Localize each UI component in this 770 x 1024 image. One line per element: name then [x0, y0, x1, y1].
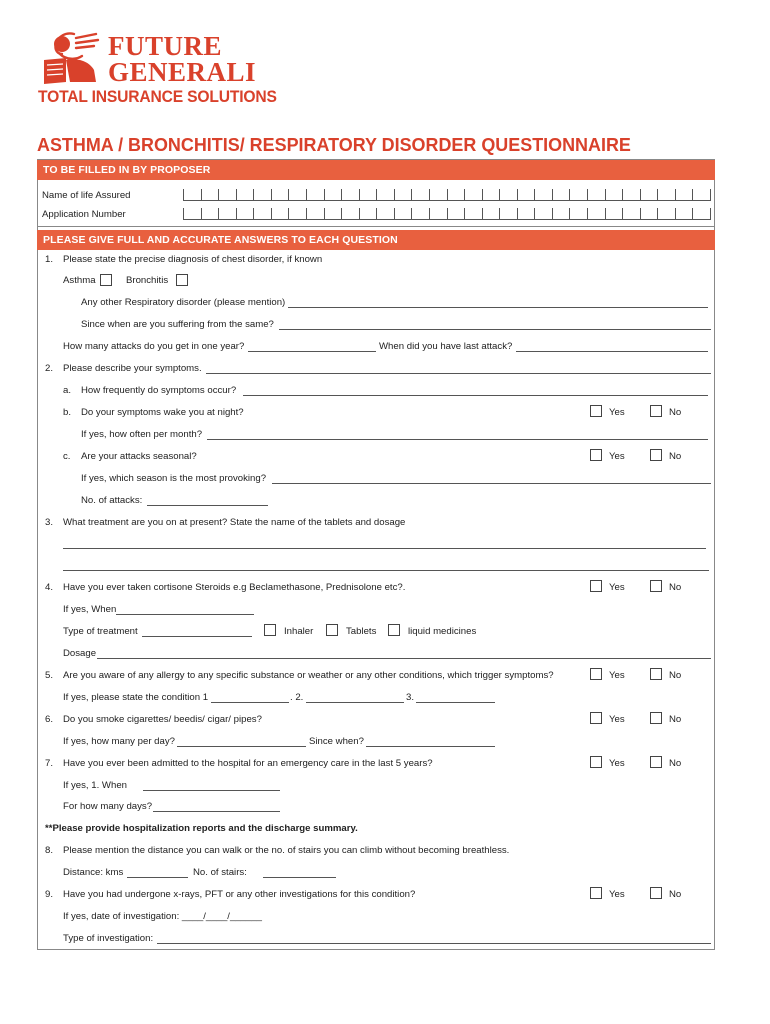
q2c-text: Are your attacks seasonal?	[81, 451, 197, 462]
q2c-attacks-label: No. of attacks:	[81, 495, 143, 506]
name-of-life-assured-boxes[interactable]	[183, 189, 711, 201]
brand-name-line1: FUTURE	[108, 31, 223, 61]
attacks-per-year-label: How many attacks do you get in one year?	[63, 341, 245, 352]
q4-yes-label: Yes	[609, 582, 625, 593]
q9-yes-label: Yes	[609, 889, 625, 900]
q2c-no-label: No	[669, 451, 682, 462]
since-when-field[interactable]	[279, 329, 711, 330]
other-disorder-field[interactable]	[288, 307, 708, 308]
last-attack-label: When did you have last attack?	[379, 341, 513, 352]
q2c-followup-field[interactable]	[272, 483, 711, 484]
q9-date-label: If yes, date of investigation: ____/____/______	[63, 911, 262, 922]
other-disorder-label: Any other Respiratory disorder (please mention)	[81, 297, 286, 308]
q4-type-field[interactable]	[142, 636, 252, 637]
q1-text: Please state the precise diagnosis of chest disorder, if known	[63, 254, 323, 265]
q6-no-label: No	[669, 714, 682, 725]
q4-when-label: If yes, When	[63, 604, 117, 615]
brand-tagline: TOTAL INSURANCE SOLUTIONS	[38, 87, 277, 106]
q9-no-label: No	[669, 889, 682, 900]
q2c-no-checkbox[interactable]	[650, 449, 662, 461]
q5-condition2-field[interactable]	[306, 702, 404, 703]
q6-number: 6.	[45, 714, 54, 725]
q6-text: Do you smoke cigarettes/ beedis/ cigar/ pipes?	[63, 714, 262, 725]
q6-since-when-field[interactable]	[366, 746, 495, 747]
q3-number: 3.	[45, 517, 54, 528]
character-box-baseline	[183, 219, 711, 220]
q4-number: 4.	[45, 582, 54, 593]
application-number-boxes[interactable]	[183, 208, 711, 220]
q6-per-day-field[interactable]	[177, 746, 306, 747]
q7-yes-label: Yes	[609, 758, 625, 769]
q2-field[interactable]	[206, 373, 711, 374]
q3-field-line1[interactable]	[63, 548, 706, 549]
q2b-yes-checkbox[interactable]	[590, 405, 602, 417]
section-divider	[37, 226, 715, 227]
q4-text: Have you ever taken cortisone Steroids e.g Beclamethasone, Prednisolone etc?.	[63, 582, 406, 593]
q9-number: 9.	[45, 889, 54, 900]
q2b-yes-label: Yes	[609, 407, 625, 418]
q2b-followup-label: If yes, how often per month?	[81, 429, 203, 440]
q7-days-field[interactable]	[153, 811, 280, 812]
q5-no-checkbox[interactable]	[650, 668, 662, 680]
q2b-number: b.	[63, 407, 72, 418]
liquid-medicines-label: liquid medicines	[408, 626, 477, 637]
tablets-checkbox[interactable]	[326, 624, 338, 636]
tablets-label: Tablets	[346, 626, 377, 637]
q5-yes-label: Yes	[609, 670, 625, 681]
lion-logo-icon	[36, 30, 100, 86]
q2a-text: How frequently do symptoms occur?	[81, 385, 237, 396]
q5-number: 5.	[45, 670, 54, 681]
inhaler-checkbox[interactable]	[264, 624, 276, 636]
q8-number: 8.	[45, 845, 54, 856]
q9-type-label: Type of investigation:	[63, 933, 154, 944]
q7-when-label: If yes, 1. When	[63, 780, 127, 791]
q7-days-label: For how many days?	[63, 801, 153, 812]
name-of-life-assured-label: Name of life Assured	[42, 190, 131, 201]
q5-condition1-field[interactable]	[211, 702, 289, 703]
q9-type-field[interactable]	[157, 943, 711, 944]
q5-condition3-field[interactable]	[416, 702, 495, 703]
q8-distance-field[interactable]	[127, 877, 188, 878]
q6-per-day-label: If yes, how many per day?	[63, 736, 175, 747]
proposer-section-header: TO BE FILLED IN BY PROPOSER	[37, 160, 715, 180]
q5-condition-label: If yes, please state the condition 1	[63, 692, 209, 703]
q4-dosage-field[interactable]	[97, 658, 711, 659]
q2c-attacks-field[interactable]	[147, 505, 268, 506]
q9-no-checkbox[interactable]	[650, 887, 662, 899]
q7-number: 7.	[45, 758, 54, 769]
q5-text: Are you aware of any allergy to any specific substance or weather or any other conditions, which trigger symptoms?	[63, 670, 554, 681]
questions-section-header: PLEASE GIVE FULL AND ACCURATE ANSWERS TO EACH QUESTION	[37, 230, 715, 250]
q8-distance-label: Distance: kms	[63, 867, 124, 878]
q9-text: Have you had undergone x-rays, PFT or any other investigations for this condition?	[63, 889, 416, 900]
q2b-no-checkbox[interactable]	[650, 405, 662, 417]
character-box-baseline	[183, 200, 711, 201]
q1-number: 1.	[45, 254, 54, 265]
document-title: ASTHMA / BRONCHITIS/ RESPIRATORY DISORDER QUESTIONNAIRE	[37, 134, 631, 155]
q4-no-checkbox[interactable]	[650, 580, 662, 592]
q2a-number: a.	[63, 385, 72, 396]
q5-no-label: No	[669, 670, 682, 681]
q4-when-field[interactable]	[116, 614, 254, 615]
q2b-text: Do your symptoms wake you at night?	[81, 407, 244, 418]
q2b-no-label: No	[669, 407, 682, 418]
q5-yes-checkbox[interactable]	[590, 668, 602, 680]
asthma-label: Asthma	[63, 275, 96, 286]
q7-no-label: No	[669, 758, 682, 769]
q6-no-checkbox[interactable]	[650, 712, 662, 724]
q2-number: 2.	[45, 363, 54, 374]
q4-type-label: Type of treatment	[63, 626, 138, 637]
application-number-label: Application Number	[42, 209, 126, 220]
q8-text: Please mention the distance you can walk or the no. of stairs you can climb without becoming breathless.	[63, 845, 510, 856]
q5-condition3-label: 3.	[406, 692, 415, 703]
q7-yes-checkbox[interactable]	[590, 756, 602, 768]
last-attack-field[interactable]	[516, 351, 708, 352]
q2-text: Please describe your symptoms.	[63, 363, 202, 374]
q2a-field[interactable]	[243, 395, 708, 396]
q6-since-when-label: Since when?	[309, 736, 364, 747]
q4-dosage-label: Dosage	[63, 648, 97, 659]
q3-field-line2[interactable]	[63, 570, 709, 571]
q5-condition2-label: . 2.	[290, 692, 304, 703]
q3-text: What treatment are you on at present? State the name of the tablets and dosage	[63, 517, 406, 528]
q2c-followup-label: If yes, which season is the most provoking?	[81, 473, 267, 484]
q9-yes-checkbox[interactable]	[590, 887, 602, 899]
q4-no-label: No	[669, 582, 682, 593]
bronchitis-label: Bronchitis	[126, 275, 169, 286]
q6-yes-checkbox[interactable]	[590, 712, 602, 724]
q2c-yes-label: Yes	[609, 451, 625, 462]
asthma-checkbox[interactable]	[100, 274, 112, 286]
q7-when-field[interactable]	[143, 790, 280, 791]
brand-name-line2: GENERALI	[108, 57, 257, 87]
q4-yes-checkbox[interactable]	[590, 580, 602, 592]
q2c-number: c.	[63, 451, 71, 462]
q8-stairs-field[interactable]	[263, 877, 336, 878]
bronchitis-checkbox[interactable]	[176, 274, 188, 286]
attacks-per-year-field[interactable]	[248, 351, 376, 352]
q7-no-checkbox[interactable]	[650, 756, 662, 768]
q6-yes-label: Yes	[609, 714, 625, 725]
hospitalization-note: **Please provide hospitalization reports and the discharge summary.	[45, 823, 358, 834]
q7-text: Have you ever been admitted to the hospital for an emergency care in the last 5 years?	[63, 758, 433, 769]
inhaler-label: Inhaler	[284, 626, 314, 637]
q2c-yes-checkbox[interactable]	[590, 449, 602, 461]
q2b-followup-field[interactable]	[207, 439, 708, 440]
since-when-label: Since when are you suffering from the same?	[81, 319, 274, 330]
q8-stairs-label: No. of stairs:	[193, 867, 247, 878]
liquid-medicines-checkbox[interactable]	[388, 624, 400, 636]
